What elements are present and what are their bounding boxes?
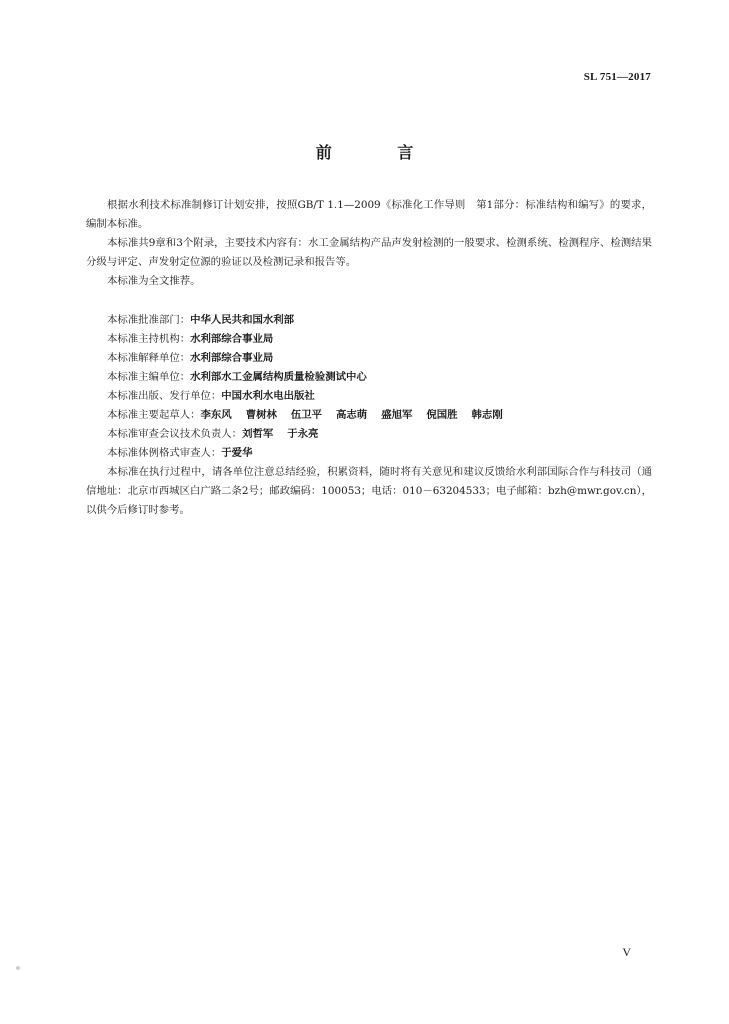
reviewer-name: 刘哲军 — [242, 428, 274, 440]
row-value: 水利部水工金属结构质量检验测试中心 — [190, 371, 367, 383]
row-label: 本标准批准部门： — [107, 314, 191, 326]
row-value: 中华人民共和国水利部 — [190, 314, 295, 326]
drafter-name: 高志萌 — [336, 409, 368, 421]
host-organization-row — [86, 330, 652, 349]
row-value: 中国水利水电出版社 — [221, 390, 315, 402]
row-label: 本标准主要起草人： — [107, 409, 201, 421]
row-label: 本标准主持机构： — [107, 333, 191, 345]
reviewers-row — [86, 425, 652, 444]
page-number: V — [622, 945, 631, 959]
drafter-name: 伍卫平 — [290, 409, 323, 421]
drafter-name: 倪国胜 — [426, 409, 458, 421]
row-label: 本标准审查会议技术负责人： — [107, 428, 243, 440]
page-title: 前 言 — [315, 143, 444, 162]
format-reviewer-row — [86, 444, 652, 463]
row-label: 本标准主编单位： — [107, 371, 191, 383]
approval-department-row — [86, 311, 652, 330]
drafter-name: 盛旭军 — [381, 409, 413, 421]
row-value: 于爱华 — [221, 447, 253, 459]
row-label: 本标准体例格式审查人： — [107, 447, 222, 459]
paragraph-recommendation: 本标准为全文推荐。 — [107, 275, 201, 287]
drafter-name: 韩志刚 — [471, 409, 503, 421]
drafter-name: 曹树林 — [245, 409, 277, 421]
scan-artifact — [16, 966, 20, 970]
interpretation-unit-row — [86, 349, 652, 368]
paragraph-contents: 本标准共9章和3个附录，主要技术内容有：水工金属结构产品声发射检测的一般要求、检测系统、检测程序、检测结果分级与评定、声发射定位源的验证以及检测记录和报告等。 — [86, 237, 652, 268]
row-label: 本标准出版、发行单位： — [107, 390, 222, 402]
chief-editor-unit-row — [86, 368, 652, 387]
drafters-row — [86, 406, 652, 425]
paragraph-basis: 根据水利技术标准制修订计划安排，按照GB/T 1.1—2009《标准化工作导则 第1部分：标准结构和编写》的要求，编制本标准。 — [86, 199, 652, 230]
document-body — [86, 196, 652, 520]
drafter-name: 李东风 — [200, 409, 232, 421]
paragraph-feedback: 本标准在执行过程中，请各单位注意总结经验，积累资料，随时将有关意见和建议反馈给水利部国际合作与科技司（通信地址：北京市西城区白广路二条2号；邮政编码：100053；电话：010－63204533；电子邮箱：bzh@mwr.gov.cn），以供今后修订时参考。 — [86, 466, 652, 516]
standard-code: SL 751—2017 — [583, 71, 651, 83]
publisher-row — [86, 387, 652, 406]
spacer — [86, 291, 652, 311]
row-value: 水利部综合事业局 — [190, 333, 274, 345]
row-label: 本标准解释单位： — [107, 352, 191, 364]
reviewer-name: 于永亮 — [287, 428, 319, 440]
row-value: 水利部综合事业局 — [190, 352, 274, 364]
